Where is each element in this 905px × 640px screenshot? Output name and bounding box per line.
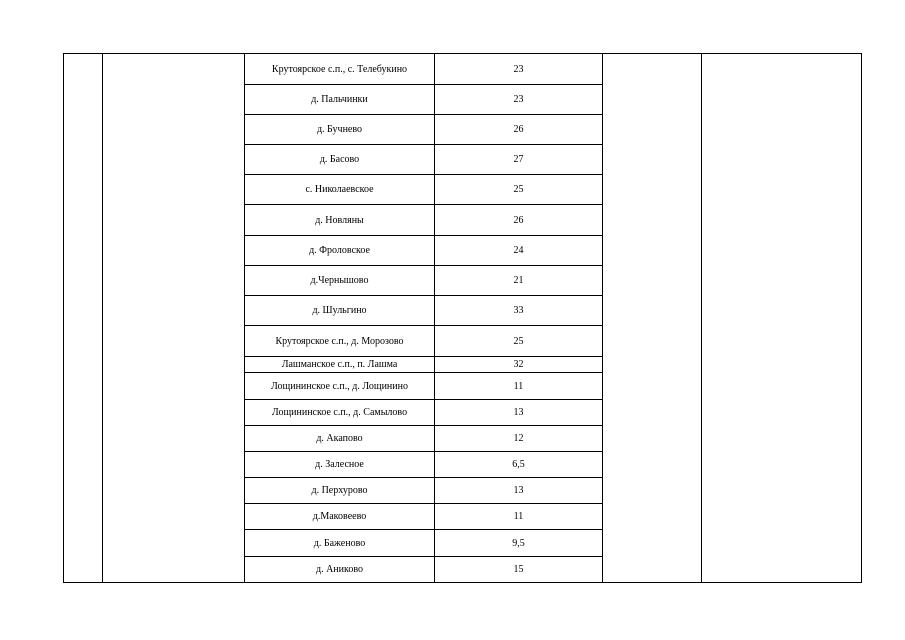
locality-cell: д. Бучнево: [245, 115, 435, 145]
locality-cell: Крутоярское с.п., д. Морозово: [245, 326, 435, 357]
value-cell: 9,5: [435, 530, 603, 557]
locality-cell: Лощининское с.п., д. Самылово: [245, 400, 435, 426]
value-cell: 27: [435, 145, 603, 175]
locality-cell: д. Акапово: [245, 426, 435, 452]
locality-cell: д. Басово: [245, 145, 435, 175]
value-cell: 23: [435, 85, 603, 115]
value-cell: 15: [435, 557, 603, 583]
empty-column-2: [103, 54, 245, 583]
empty-column-6: [702, 54, 862, 583]
value-cell: 13: [435, 400, 603, 426]
locality-cell: д. Перхурово: [245, 478, 435, 504]
value-cell: 33: [435, 296, 603, 326]
value-cell: 25: [435, 175, 603, 205]
value-cell: 26: [435, 115, 603, 145]
locality-cell: Крутоярское с.п., с. Телебукино: [245, 54, 435, 85]
value-cell: 11: [435, 373, 603, 400]
value-cell: 13: [435, 478, 603, 504]
empty-column-5: [603, 54, 702, 583]
locality-cell: д. Залесное: [245, 452, 435, 478]
locality-cell: д. Аниково: [245, 557, 435, 583]
value-cell: 24: [435, 236, 603, 266]
value-cell: 11: [435, 504, 603, 530]
value-cell: 23: [435, 54, 603, 85]
value-cell: 6,5: [435, 452, 603, 478]
value-cell: 32: [435, 357, 603, 373]
locality-cell: д. Фроловское: [245, 236, 435, 266]
value-cell: 26: [435, 205, 603, 236]
locality-cell: с. Николаевское: [245, 175, 435, 205]
locality-cell: д. Баженово: [245, 530, 435, 557]
empty-column-1: [64, 54, 103, 583]
value-cell: 25: [435, 326, 603, 357]
value-cell: 21: [435, 266, 603, 296]
locality-cell: Лашманское с.п., п. Лашма: [245, 357, 435, 373]
value-cell: 12: [435, 426, 603, 452]
locality-cell: д. Пальчинки: [245, 85, 435, 115]
locality-cell: д. Шульгино: [245, 296, 435, 326]
locality-cell: д.Чернышово: [245, 266, 435, 296]
locality-cell: Лощининское с.п., д. Лощинино: [245, 373, 435, 400]
locality-cell: д. Новляны: [245, 205, 435, 236]
locality-cell: д.Маковеево: [245, 504, 435, 530]
table-row: [64, 54, 862, 85]
settlements-table: [63, 53, 862, 583]
